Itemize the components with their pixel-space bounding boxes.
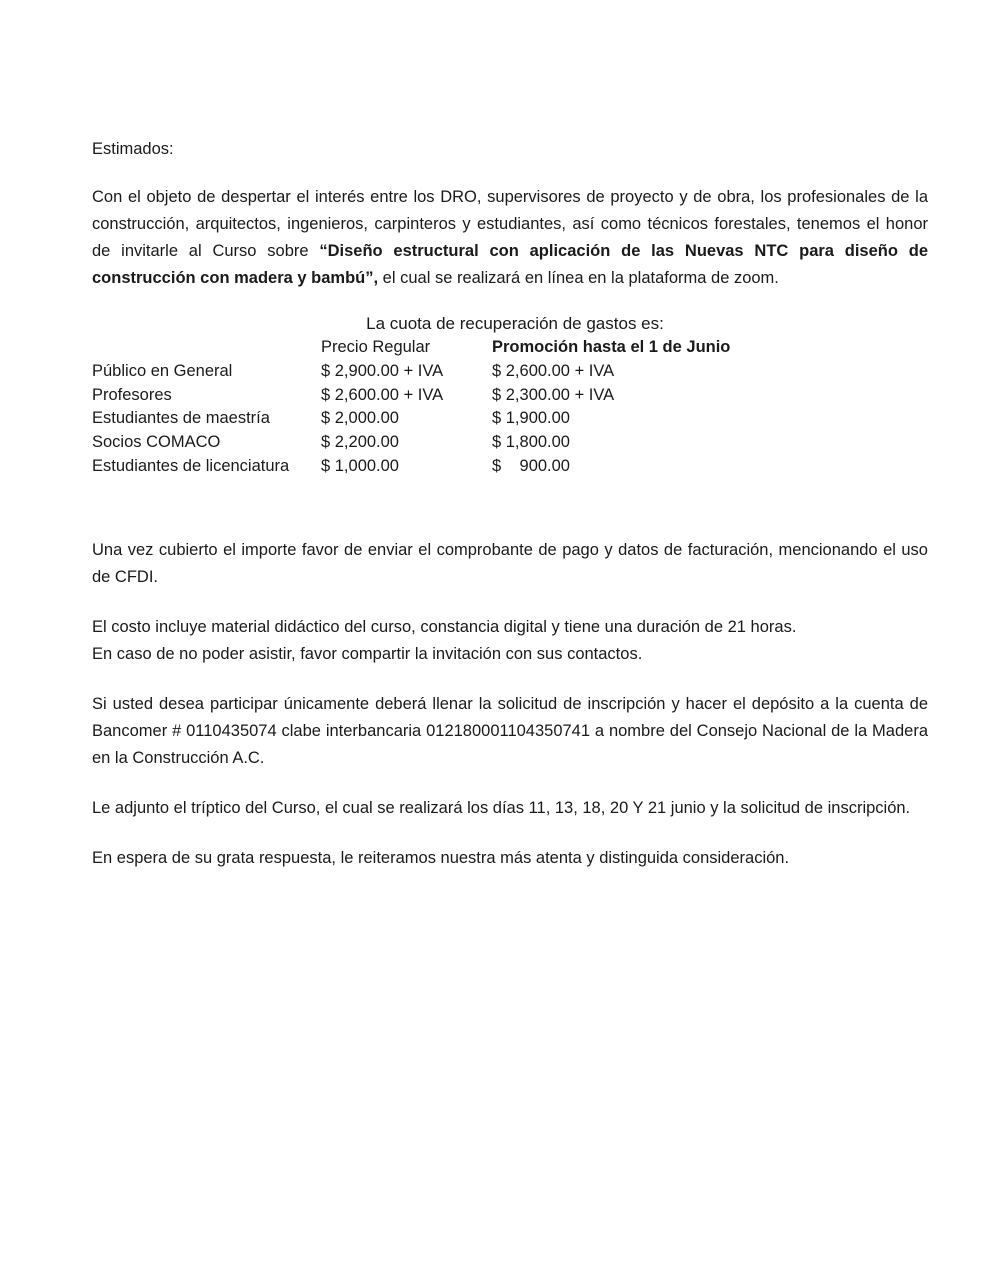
fee-category: Estudiantes de maestría <box>92 409 270 428</box>
fee-promo: $ 2,300.00 + IVA <box>492 385 615 404</box>
attachment-note: Le adjunto el tríptico del Curso, el cual se realizará los días 11, 13, 18, 20 Y 21 junio y la solicitud de inscripción. <box>92 798 911 817</box>
course-title: “Diseño estructural con aplicación de las Nuevas NTC para diseño de construcción con madera y bambú”, <box>92 242 928 287</box>
fee-regular: $ 2,900.00 + IVA <box>321 361 444 380</box>
fee-category: Estudiantes de licenciatura <box>92 456 290 475</box>
header-category <box>92 336 321 360</box>
fee-category: Profesores <box>92 385 172 404</box>
table-row <box>92 431 752 455</box>
fee-regular: $ 2,600.00 + IVA <box>321 385 444 404</box>
spacer <box>92 479 928 537</box>
fee-category: Público en General <box>92 361 233 380</box>
fees-table <box>92 336 752 479</box>
fee-promo: $ 900.00 <box>492 456 570 475</box>
table-row <box>92 407 752 431</box>
fee-promo: $ 2,600.00 + IVA <box>492 361 615 380</box>
fee-category: Socios COMACO <box>92 433 221 452</box>
table-row <box>92 455 752 479</box>
intro-paragraph <box>92 184 928 292</box>
closing: En espera de su grata respuesta, le reiteramos nuestra más atenta y distinguida consideración. <box>92 848 790 867</box>
share-note: En caso de no poder asistir, favor compartir la invitación con sus contactos. <box>92 644 643 663</box>
greeting: Estimados: <box>92 140 174 158</box>
fee-regular: $ 2,200.00 <box>321 433 399 452</box>
fees-title: La cuota de recuperación de gastos es: <box>366 314 664 333</box>
payment-note: Una vez cubierto el importe favor de enviar el comprobante de pago y datos de facturación, mencionando el uso de CFDI. <box>92 540 928 586</box>
fee-regular: $ 1,000.00 <box>321 456 399 475</box>
intro-text-after: el cual se realizará en línea en la plataforma de zoom. <box>378 269 779 287</box>
deposit-note: Si usted desea participar únicamente deberá llenar la solicitud de inscripción y hacer el depósito a la cuenta de Bancomer # 0110435074 clabe interbancaria 012180001104350741 a nombre del Consejo Nacional de la Madera en la Construcción A.C. <box>92 694 928 767</box>
header-promo: Promoción hasta el 1 de Junio <box>492 338 731 356</box>
includes-note: El costo incluye material didáctico del curso, constancia digital y tiene una duración de 21 horas. <box>92 617 797 636</box>
header-regular: Precio Regular <box>321 338 431 356</box>
fees-table-header <box>92 336 752 360</box>
table-row <box>92 384 752 408</box>
letter-body <box>92 136 928 895</box>
fee-promo: $ 1,800.00 <box>492 433 570 452</box>
table-row <box>92 360 752 384</box>
fee-regular: $ 2,000.00 <box>321 409 399 428</box>
fee-promo: $ 1,900.00 <box>492 409 570 428</box>
intro-text-before: Con el objeto de despertar el interés entre los DRO, supervisores de proyecto y de obra, los profesionales de la construcción, arquitectos, ingenieros, carpinteros y estudiantes, así como técnicos forestales, tenemos el honor de invitarle al Curso sobre <box>92 188 928 260</box>
